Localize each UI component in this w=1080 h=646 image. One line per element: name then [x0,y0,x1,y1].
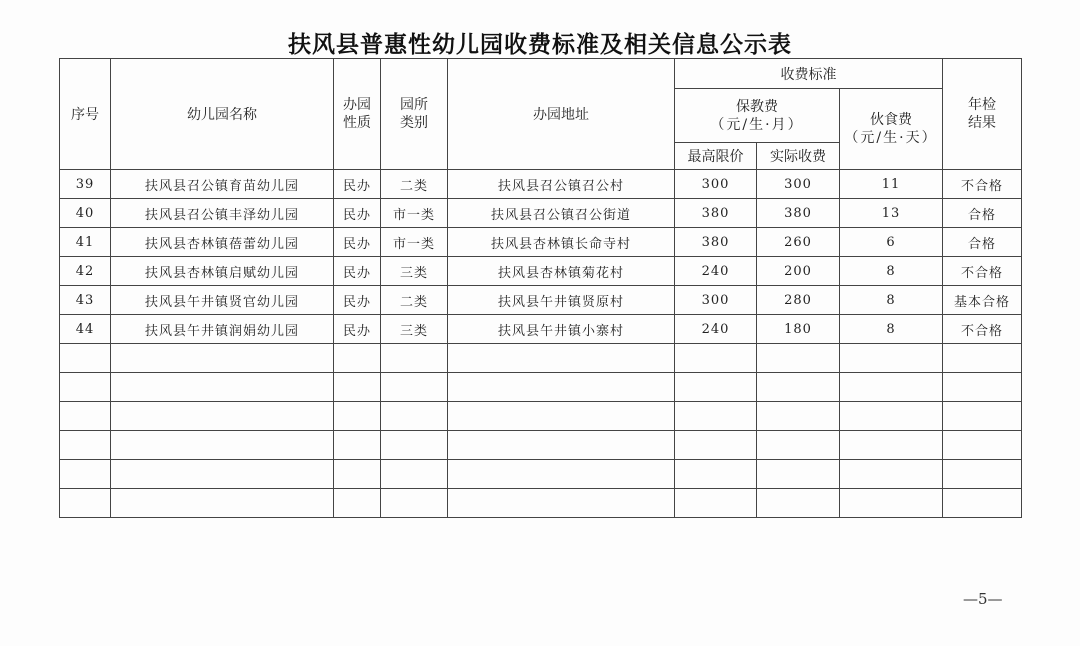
fee-table [59,58,1022,518]
empty-cell [111,402,334,431]
empty-cell [675,373,757,402]
table-row [60,199,1022,228]
empty-cell [381,431,448,460]
empty-cell [448,373,675,402]
cell-seq: 43 [60,286,111,315]
table-row [60,286,1022,315]
empty-cell [381,373,448,402]
cell-meal-fee: 8 [840,257,943,286]
header-seq: 序号 [60,59,111,170]
empty-row [60,373,1022,402]
empty-cell [675,402,757,431]
cell-max-price: 300 [675,286,757,315]
header-category: 园所 类别 [381,59,448,170]
cell-address: 扶风县召公镇召公村 [448,170,675,199]
cell-inspection: 不合格 [943,315,1022,344]
cell-actual-fee: 200 [757,257,840,286]
header-actual-fee: 实际收费 [757,143,840,170]
cell-seq: 41 [60,228,111,257]
header-nature: 办园 性质 [334,59,381,170]
cell-category: 市一类 [381,228,448,257]
empty-cell [757,373,840,402]
empty-cell [840,431,943,460]
cell-name: 扶风县午井镇润娟幼儿园 [111,315,334,344]
cell-seq: 39 [60,170,111,199]
cell-meal-fee: 6 [840,228,943,257]
cell-nature: 民办 [334,286,381,315]
empty-row [60,402,1022,431]
empty-cell [334,431,381,460]
cell-max-price: 380 [675,199,757,228]
table-row [60,315,1022,344]
empty-row [60,344,1022,373]
empty-cell [111,489,334,518]
cell-category: 二类 [381,170,448,199]
cell-name: 扶风县杏林镇蓓蕾幼儿园 [111,228,334,257]
cell-category: 三类 [381,315,448,344]
page-title: 扶风县普惠性幼儿园收费标准及相关信息公示表 [288,31,792,58]
empty-cell [334,373,381,402]
empty-cell [60,344,111,373]
empty-cell [111,460,334,489]
cell-meal-fee: 11 [840,170,943,199]
meal-fee-unit: （元/生·天） [844,130,938,146]
empty-cell [840,402,943,431]
empty-cell [334,344,381,373]
empty-cell [675,431,757,460]
cell-category: 二类 [381,286,448,315]
empty-cell [757,489,840,518]
empty-cell [448,344,675,373]
cell-name: 扶风县杏林镇启赋幼儿园 [111,257,334,286]
empty-cell [381,489,448,518]
cell-seq: 44 [60,315,111,344]
empty-cell [448,489,675,518]
empty-cell [111,344,334,373]
table-row [60,170,1022,199]
empty-cell [111,373,334,402]
cell-actual-fee: 260 [757,228,840,257]
cell-nature: 民办 [334,228,381,257]
table-row [60,228,1022,257]
cell-address: 扶风县杏林镇菊花村 [448,257,675,286]
empty-cell [840,489,943,518]
cell-inspection: 合格 [943,199,1022,228]
empty-cell [334,489,381,518]
header-fee-standard: 收费标准 [675,59,943,89]
empty-cell [60,373,111,402]
empty-cell [840,373,943,402]
cell-nature: 民办 [334,170,381,199]
empty-cell [60,489,111,518]
empty-cell [675,489,757,518]
cell-category: 市一类 [381,199,448,228]
empty-cell [943,344,1022,373]
cell-meal-fee: 8 [840,286,943,315]
empty-row [60,431,1022,460]
cell-nature: 民办 [334,257,381,286]
empty-cell [448,431,675,460]
empty-cell [757,460,840,489]
cell-category: 三类 [381,257,448,286]
cell-inspection: 不合格 [943,170,1022,199]
cell-address: 扶风县午井镇小寨村 [448,315,675,344]
cell-name: 扶风县午井镇贤官幼儿园 [111,286,334,315]
empty-cell [757,431,840,460]
empty-cell [675,344,757,373]
empty-cell [943,431,1022,460]
empty-cell [448,402,675,431]
cell-actual-fee: 280 [757,286,840,315]
empty-cell [334,460,381,489]
empty-cell [334,402,381,431]
cell-max-price: 300 [675,170,757,199]
cell-inspection: 基本合格 [943,286,1022,315]
cell-max-price: 380 [675,228,757,257]
empty-cell [943,402,1022,431]
cell-address: 扶风县午井镇贤原村 [448,286,675,315]
cell-max-price: 240 [675,315,757,344]
cell-meal-fee: 8 [840,315,943,344]
empty-cell [757,402,840,431]
cell-nature: 民办 [334,199,381,228]
empty-cell [675,460,757,489]
cell-max-price: 240 [675,257,757,286]
empty-cell [60,460,111,489]
header-name: 幼儿园名称 [111,59,334,170]
empty-cell [840,344,943,373]
cell-address: 扶风县召公镇召公街道 [448,199,675,228]
cell-seq: 42 [60,257,111,286]
table-row [60,257,1022,286]
header-meal-fee [840,89,943,170]
cell-actual-fee: 180 [757,315,840,344]
cell-name: 扶风县召公镇丰泽幼儿园 [111,199,334,228]
empty-cell [943,373,1022,402]
care-fee-label: 保教费 [736,98,778,115]
cell-address: 扶风县杏林镇长命寺村 [448,228,675,257]
cell-seq: 40 [60,199,111,228]
cell-actual-fee: 300 [757,170,840,199]
page-number: —5— [963,590,1003,608]
cell-meal-fee: 13 [840,199,943,228]
table-body [60,170,1022,518]
empty-row [60,460,1022,489]
cell-nature: 民办 [334,315,381,344]
empty-cell [111,431,334,460]
care-fee-unit: （元/生·月） [710,116,804,133]
empty-cell [943,489,1022,518]
cell-name: 扶风县召公镇育苗幼儿园 [111,170,334,199]
empty-cell [381,344,448,373]
header-address: 办园地址 [448,59,675,170]
header-max-price: 最高限价 [675,143,757,170]
empty-cell [448,460,675,489]
meal-fee-label: 伙食费 [870,112,912,128]
empty-cell [943,460,1022,489]
empty-cell [381,402,448,431]
cell-inspection: 合格 [943,228,1022,257]
empty-cell [840,460,943,489]
header-care-fee [675,89,840,143]
header-inspection: 年检 结果 [943,59,1022,170]
empty-cell [60,431,111,460]
cell-actual-fee: 380 [757,199,840,228]
empty-row [60,489,1022,518]
empty-cell [757,344,840,373]
empty-cell [60,402,111,431]
empty-cell [381,460,448,489]
cell-inspection: 不合格 [943,257,1022,286]
